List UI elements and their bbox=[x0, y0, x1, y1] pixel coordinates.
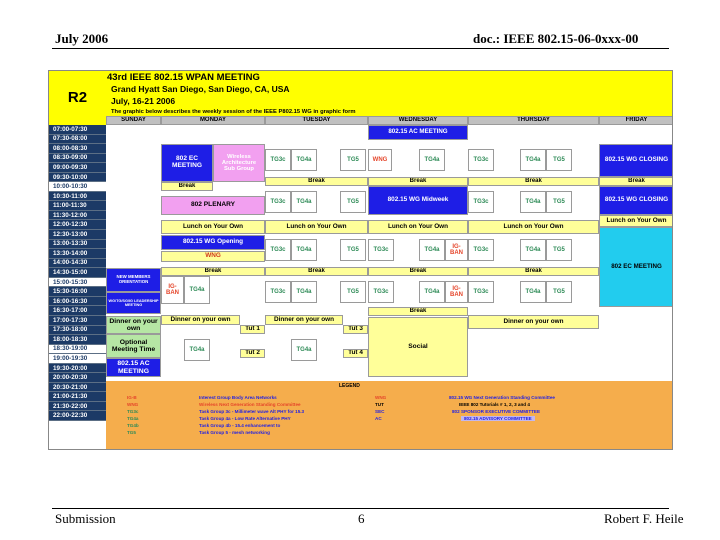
legend-code-ac: AC bbox=[375, 416, 382, 421]
sunday-leadership-meeting: WG/TG/SG/IG LEADERSHIP MEETING bbox=[106, 292, 161, 314]
thursday-lunch: Lunch on Your Own bbox=[468, 220, 599, 234]
time-slot: 12:30-13:00 bbox=[49, 230, 106, 240]
time-slot: 16:00-16:30 bbox=[49, 297, 106, 307]
thursday-tg5-mid: TG5 bbox=[546, 191, 572, 213]
friday-break: Break bbox=[599, 177, 673, 186]
tuesday-tg3c-pm: TG3c bbox=[265, 239, 291, 261]
wednesday-tg3c-late: TG3c bbox=[368, 281, 394, 303]
time-slot: 16:30-17:00 bbox=[49, 306, 106, 316]
thursday-tg5-pm: TG5 bbox=[546, 239, 572, 261]
thursday-tg5-am: TG5 bbox=[546, 149, 572, 171]
tuesday-tg4a-pm: TG4a bbox=[291, 239, 317, 261]
legend-code-tg5: TG5 bbox=[127, 430, 136, 435]
wednesday-tg3c-pm: TG3c bbox=[368, 239, 394, 261]
tuesday-tg3c-mid: TG3c bbox=[265, 191, 291, 213]
legend-code-tg4b: TG4b bbox=[127, 423, 139, 428]
time-slot: 20:30-21:00 bbox=[49, 383, 106, 393]
time-slot: 15:00-15:30 bbox=[49, 278, 106, 288]
thursday-tg3c-late: TG3c bbox=[468, 281, 494, 303]
legend-code-tg4a: TG4a bbox=[127, 416, 139, 421]
time-slot: 18:00-18:30 bbox=[49, 335, 106, 345]
monday-break-pm: Break bbox=[161, 267, 265, 276]
legend-code-wng-r: WNG bbox=[375, 395, 387, 400]
monday-wng: WNG bbox=[161, 251, 265, 262]
day-header-sunday: SUNDAY bbox=[106, 116, 161, 125]
time-slot: 11:00-11:30 bbox=[49, 201, 106, 211]
wednesday-tg4a-am: TG4a bbox=[419, 149, 445, 171]
tuesday-lunch: Lunch on Your Own bbox=[265, 220, 368, 234]
time-slot: 17:30-18:00 bbox=[49, 326, 106, 336]
time-slot: 11:30-12:00 bbox=[49, 211, 106, 221]
thursday-tg4a-late: TG4a bbox=[520, 281, 546, 303]
thursday-dinner: Dinner on your own bbox=[468, 315, 599, 329]
time-slot: 21:30-22:00 bbox=[49, 402, 106, 412]
sunday-optional-meeting: Optional Meeting Time bbox=[106, 334, 161, 358]
tuesday-dinner: Dinner on your own bbox=[265, 315, 343, 325]
monday-break-am: Break bbox=[161, 182, 213, 191]
footer-rule bbox=[52, 508, 669, 509]
tuesday-break-pm: Break bbox=[265, 267, 368, 276]
day-header-monday: MONDAY bbox=[161, 116, 265, 125]
legend-desc-sec: 802 SPONSOR EXECUTIVE COMMITTEE bbox=[452, 409, 541, 414]
meeting-venue: Grand Hyatt San Diego, San Diego, CA, USA bbox=[111, 84, 290, 94]
thursday-tg3c-pm: TG3c bbox=[468, 239, 494, 261]
monday-ig-ban: IG- BAN bbox=[161, 276, 184, 304]
tuesday-break-am: Break bbox=[265, 177, 368, 186]
thursday-break-pm: Break bbox=[468, 267, 599, 276]
monday-dinner: Dinner on your own bbox=[161, 315, 240, 325]
meeting-schedule-graphic bbox=[48, 70, 673, 450]
time-slot: 13:30-14:00 bbox=[49, 249, 106, 259]
wednesday-break-am: Break bbox=[368, 177, 468, 186]
monday-tg4a-eve: TG4a bbox=[184, 339, 210, 361]
sunday-ac-meeting: 802.15 AC MEETING bbox=[106, 358, 161, 377]
time-slot: 07:00-07:30 bbox=[49, 125, 106, 135]
time-slot: 10:30-11:00 bbox=[49, 192, 106, 202]
time-slot: 09:00-09:30 bbox=[49, 163, 106, 173]
footer-page-number: 6 bbox=[358, 511, 365, 526]
thursday-tg3c-am: TG3c bbox=[468, 149, 494, 171]
tuesday-tut-3: Tut 3 bbox=[343, 325, 368, 334]
wednesday-wg-midweek: 802.15 WG Midweek bbox=[368, 186, 468, 215]
monday-wg-opening: 802.15 WG Opening bbox=[161, 235, 265, 250]
time-slot: 09:30-10:00 bbox=[49, 173, 106, 183]
day-header-wednesday: WEDNESDAY bbox=[368, 116, 468, 125]
monday-tg4a-pm: TG4a bbox=[184, 276, 210, 304]
footer-author: Robert F. Heile bbox=[604, 511, 684, 526]
time-slot: 19:00-19:30 bbox=[49, 354, 106, 364]
thursday-tg3c-mid: TG3c bbox=[468, 191, 494, 213]
wednesday-ac-meeting: 802.15 AC MEETING bbox=[368, 125, 468, 140]
legend-desc-tg4a: Task Group 4a - Low Rate Alternative PHY bbox=[199, 416, 291, 421]
tuesday-tg5-pm: TG5 bbox=[340, 239, 366, 261]
legend-code-tg3c: TG3c bbox=[127, 409, 139, 414]
header-doc-id: doc.: IEEE 802.15-06-0xxx-00 bbox=[473, 31, 639, 46]
tuesday-tg5-am: TG5 bbox=[340, 149, 366, 171]
tuesday-tut-4: Tut 4 bbox=[343, 349, 368, 358]
thursday-tg4a-am: TG4a bbox=[520, 149, 546, 171]
time-slot: 07:30-08:00 bbox=[49, 135, 106, 145]
legend-title: LEGEND bbox=[339, 383, 360, 389]
legend-desc-tg5: Task Group 5 - mesh networking bbox=[199, 430, 270, 435]
wednesday-tg4a-pm: TG4a bbox=[419, 239, 445, 261]
tuesday-tg4a-eve: TG4a bbox=[291, 339, 317, 361]
wednesday-break-eve: Break bbox=[368, 307, 468, 316]
friday-wg-closing-cont: 802.15 WG CLOSING bbox=[599, 186, 673, 215]
legend-code-wng: WNG bbox=[127, 402, 139, 407]
time-slot: 08:30-09:00 bbox=[49, 154, 106, 164]
tuesday-tg5-mid: TG5 bbox=[340, 191, 366, 213]
thursday-tg4a-mid: TG4a bbox=[520, 191, 546, 213]
monday-plenary: 802 PLENARY bbox=[161, 196, 265, 215]
revision-badge: R2 bbox=[49, 71, 106, 125]
footer-submission: Submission bbox=[55, 511, 116, 526]
legend-desc-igb: Interest Group Body Area Networks bbox=[199, 395, 277, 400]
thursday-break-am: Break bbox=[468, 177, 599, 186]
day-header-thursday: THURSDAY bbox=[468, 116, 599, 125]
tuesday-tg5-late: TG5 bbox=[340, 281, 366, 303]
friday-wg-closing: 802.15 WG CLOSING bbox=[599, 144, 673, 177]
time-slot: 22:00-22:30 bbox=[49, 412, 106, 422]
tuesday-tg3c-am: TG3c bbox=[265, 149, 291, 171]
legend-code-tut: TUT bbox=[375, 402, 384, 407]
legend-code-sec: SEC bbox=[375, 409, 385, 414]
legend-desc-tut: IEEE 802 Tutorials # 1, 2, 3 and 4 bbox=[459, 402, 530, 407]
monday-tut-1: Tut 1 bbox=[240, 325, 265, 334]
day-header-friday: FRIDAY bbox=[599, 116, 673, 125]
tuesday-tg3c-late: TG3c bbox=[265, 281, 291, 303]
time-slot: 19:30-20:00 bbox=[49, 364, 106, 374]
time-slot: 18:30-19:00 bbox=[49, 345, 106, 355]
thursday-tg5-late: TG5 bbox=[546, 281, 572, 303]
thursday-tg4a-pm: TG4a bbox=[520, 239, 546, 261]
legend-code-igb: IG-B bbox=[127, 395, 137, 400]
day-header-tuesday: TUESDAY bbox=[265, 116, 368, 125]
monday-lunch: Lunch on Your Own bbox=[161, 220, 265, 234]
tuesday-tg4a-am: TG4a bbox=[291, 149, 317, 171]
wednesday-tg4a-late: TG4a bbox=[419, 281, 445, 303]
legend-desc-ac: 802.15 ADVISORY COMMITTEE bbox=[461, 416, 535, 421]
header-rule bbox=[52, 48, 669, 49]
friday-ec-meeting: 802 EC MEETING bbox=[599, 227, 673, 307]
monday-tut-2: Tut 2 bbox=[240, 349, 265, 358]
time-slot: 21:00-21:30 bbox=[49, 392, 106, 402]
time-slot: 08:00-08:30 bbox=[49, 144, 106, 154]
legend-desc-tg4b: Task Group 4b - 15.4 enhancement to bbox=[199, 423, 281, 428]
friday-lunch: Lunch on Your Own bbox=[599, 215, 673, 227]
wednesday-lunch: Lunch on Your Own bbox=[368, 220, 468, 234]
header-date: July 2006 bbox=[55, 31, 109, 46]
wednesday-ig-ban-late: IG- BAN bbox=[445, 281, 468, 303]
time-slot: 14:00-14:30 bbox=[49, 259, 106, 269]
legend-panel bbox=[106, 381, 673, 450]
wednesday-break-pm: Break bbox=[368, 267, 468, 276]
time-slot: 12:00-12:30 bbox=[49, 221, 106, 231]
tuesday-tg4a-mid: TG4a bbox=[291, 191, 317, 213]
wednesday-wng-am: WNG bbox=[368, 149, 392, 171]
time-slot: 13:00-13:30 bbox=[49, 240, 106, 250]
time-slot: 15:30-16:00 bbox=[49, 287, 106, 297]
legend-desc-wng-r: 802.15 WG Next Generation Standing Committee bbox=[449, 395, 555, 400]
legend-desc-wng: Wireless Next Generation Standing Committee bbox=[199, 402, 301, 407]
legend-desc-tg3c: Task Group 3c - Millimeter wave Alt PHY for 15.3 bbox=[199, 409, 305, 414]
monday-wireless-architecture: Wireless Architecture Sub Group bbox=[213, 144, 265, 182]
time-slot: 14:30-15:00 bbox=[49, 268, 106, 278]
time-slot: 10:00-10:30 bbox=[49, 182, 106, 192]
wednesday-ig-ban-pm: IG- BAN bbox=[445, 239, 468, 261]
monday-ec-meeting: 802 EC MEETING bbox=[161, 144, 213, 182]
sunday-dinner: Dinner on your own bbox=[106, 316, 161, 334]
time-slot: 20:00-20:30 bbox=[49, 373, 106, 383]
wednesday-social: Social bbox=[368, 317, 468, 377]
tuesday-tg4a-late: TG4a bbox=[291, 281, 317, 303]
meeting-title: 43rd IEEE 802.15 WPAN MEETING bbox=[107, 72, 260, 83]
sunday-new-members-orientation: NEW MEMBERS ORIENTATION bbox=[106, 268, 161, 292]
time-slot: 17:00-17:30 bbox=[49, 316, 106, 326]
meeting-dates: July, 16-21 2006 bbox=[111, 96, 176, 106]
schedule-description: The graphic below describes the weekly session of the IEEE P802.15 WG in graphic form bbox=[111, 109, 356, 115]
